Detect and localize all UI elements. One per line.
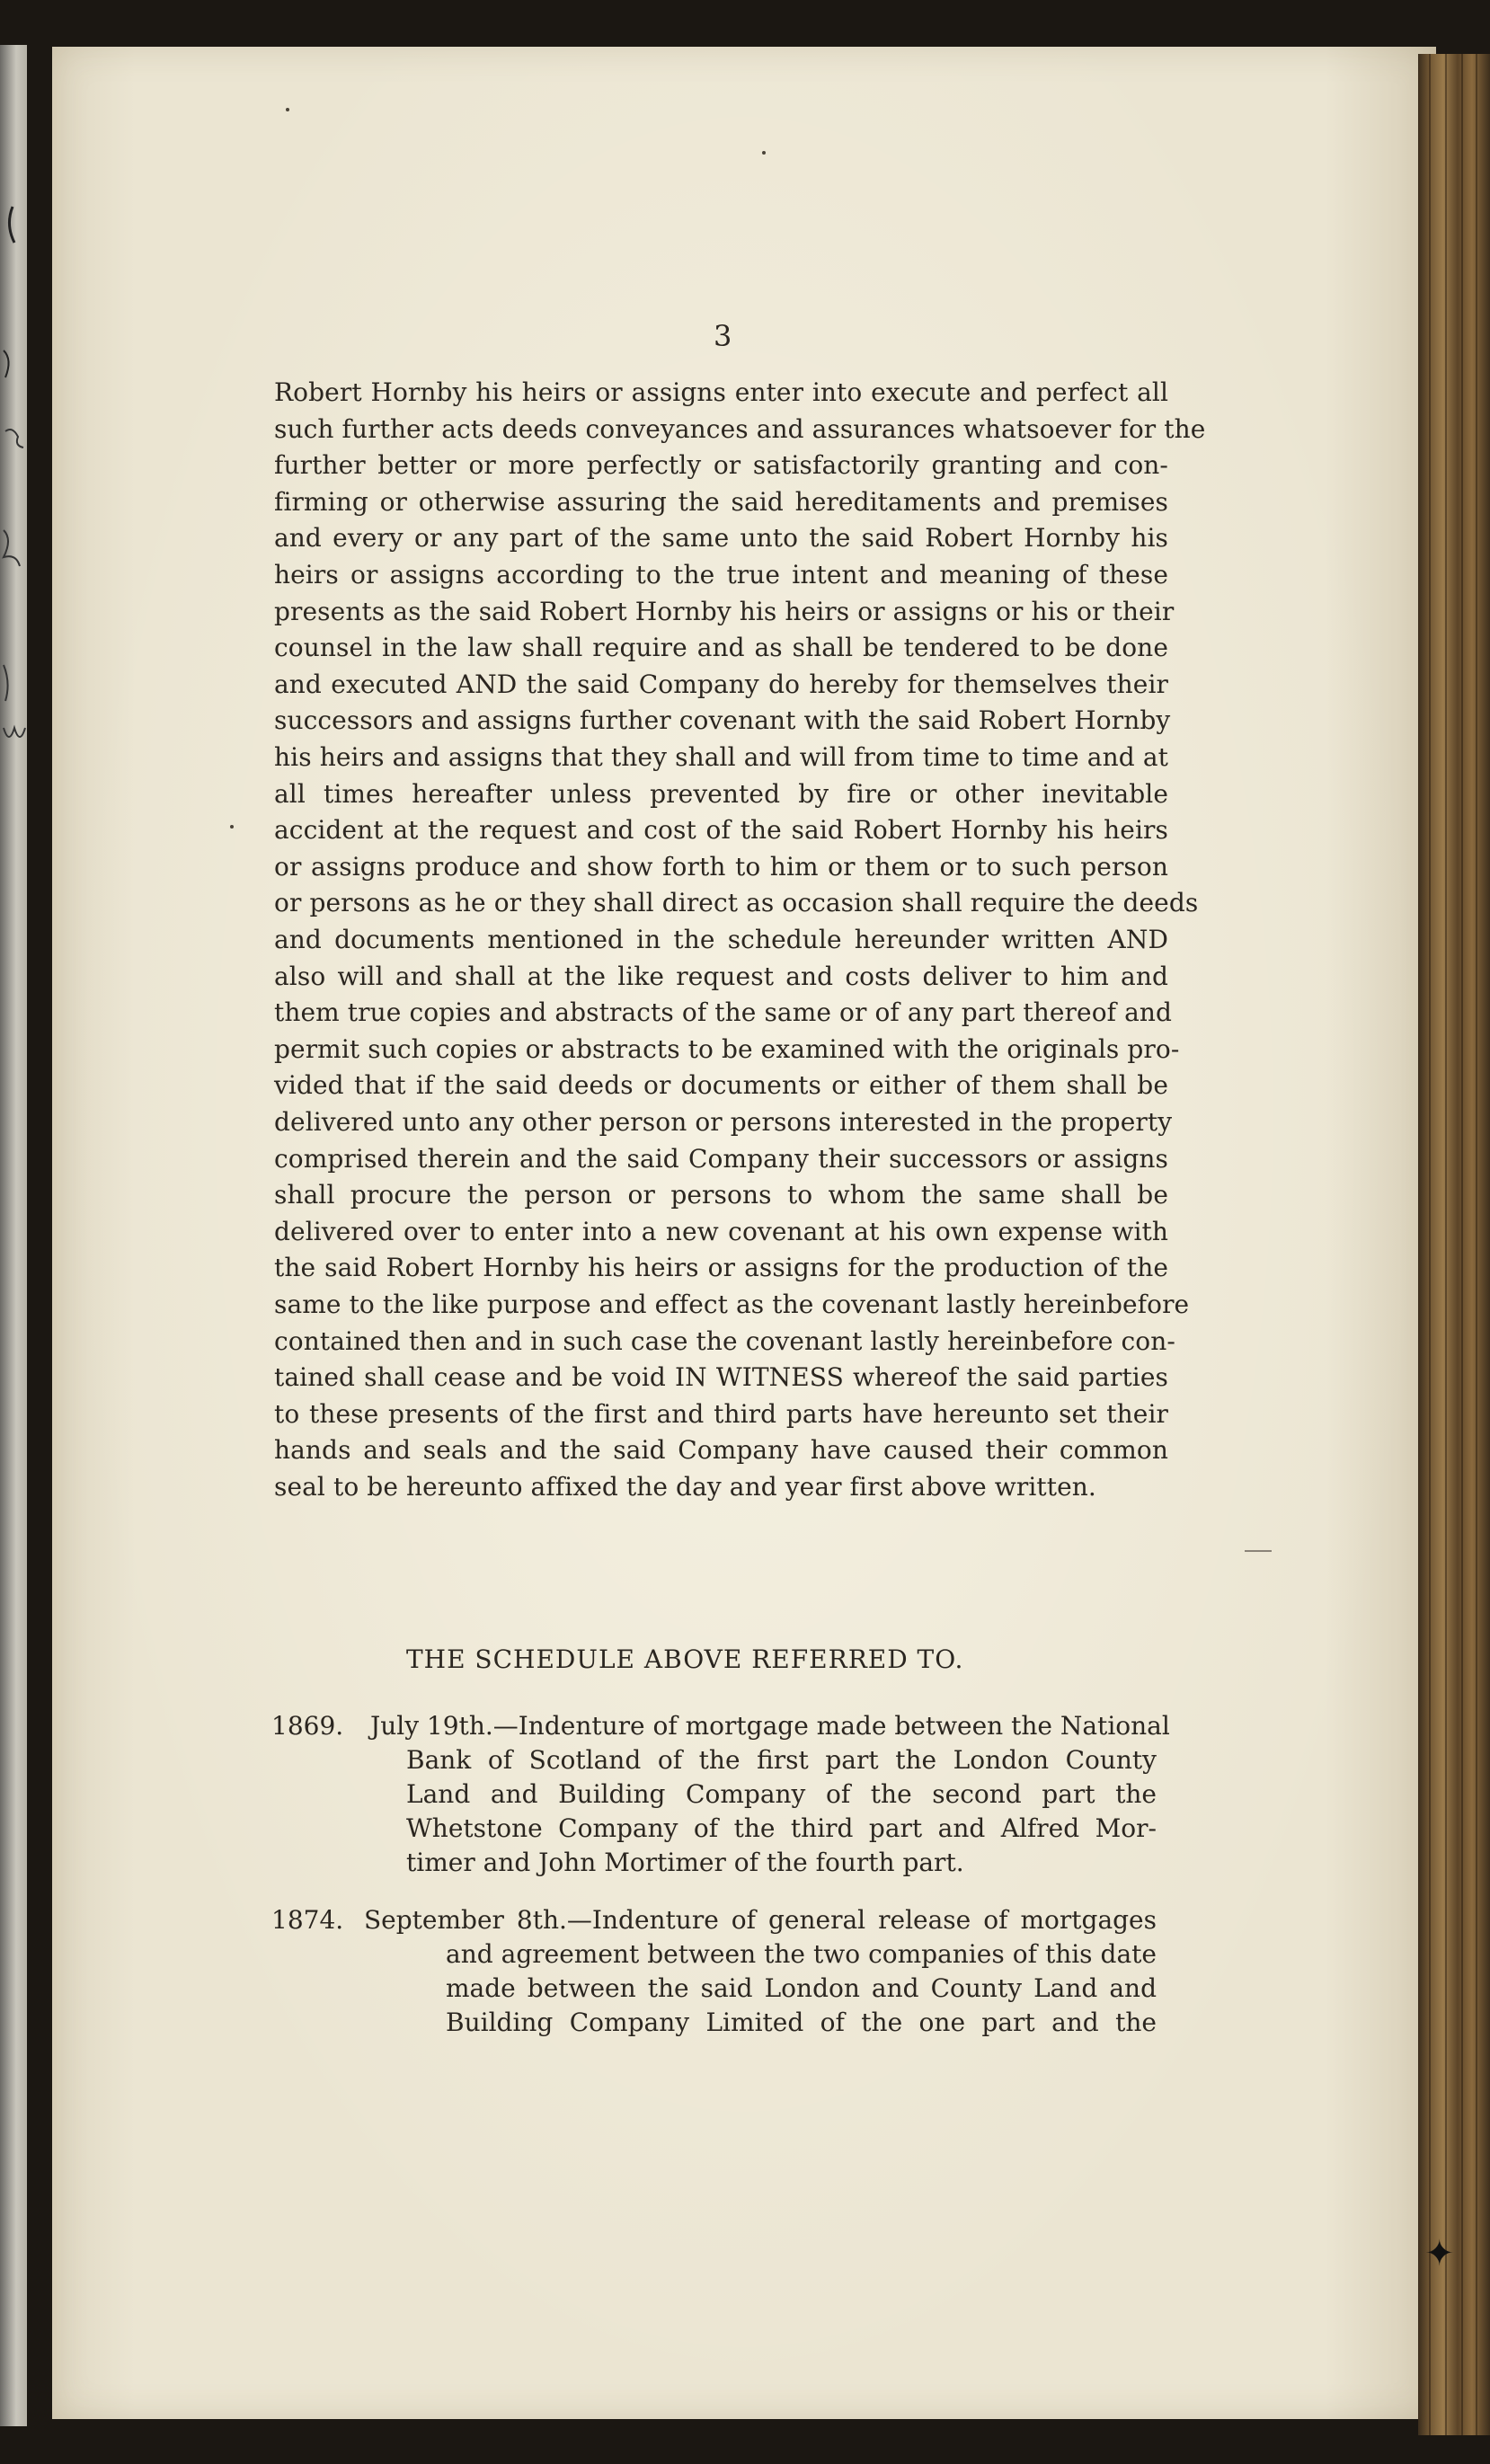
body-line: or assigns produce and show forth to him or them or to such person (274, 851, 1168, 882)
schedule-entry-line: timer and John Mortimer of the fourth part. (406, 1848, 964, 1877)
schedule-entry-year: 1869. (271, 1711, 344, 1741)
body-line: comprised therein and the said Company their successors or assigns (274, 1143, 1168, 1174)
body-line: heirs or assigns according to the true intent and meaning of these (274, 560, 1168, 589)
body-line: delivered unto any other person or persons interested in the property (274, 1107, 1173, 1137)
body-line: same to the like purpose and effect as the covenant lastly hereinbefore (274, 1290, 1190, 1319)
body-line: successors and assigns further covenant with the said Robert Hornby (274, 705, 1171, 736)
body-line: the said Robert Hornby his heirs or assigns for the production of the (274, 1253, 1168, 1283)
schedule-entry-line: Whetstone Company of the third part and Alfred Mor- (406, 1813, 1157, 1843)
schedule-entry-line: and agreement between the two companies of this date (446, 1939, 1157, 1969)
body-line: accident at the request and cost of the said Robert Hornby his heirs (274, 815, 1168, 846)
ink-dash (1245, 1550, 1272, 1552)
body-line: them true copies and abstracts of the same or of any part thereof and (274, 997, 1173, 1028)
body-line: his heirs and assigns that they shall and will from time to time and at (274, 742, 1168, 772)
schedule-entry-line: Bank of Scotland of the first part the London County (406, 1745, 1157, 1775)
schedule-entry-line: July 19th.—Indenture of mortgage made between the National (370, 1711, 1170, 1741)
body-line: or persons as he or they shall direct as occasion shall require the deeds (274, 888, 1199, 918)
ink-speck (230, 825, 234, 829)
body-line: presents as the said Robert Hornby his heirs or assigns or his or their (274, 596, 1175, 626)
page-number: 3 (714, 319, 732, 353)
schedule-entry-line: September 8th.—Indenture of general release of mortgages (364, 1905, 1157, 1935)
thumb-index-icon: ✦ (1424, 2233, 1455, 2274)
body-line: Robert Hornby his heirs or assigns enter into execute and perfect all (274, 377, 1168, 407)
book-edge (1418, 54, 1490, 2435)
ink-speck (762, 151, 766, 155)
schedule-entry-year: 1874. (271, 1905, 344, 1935)
handwriting-marks-icon (0, 45, 27, 2426)
body-line: such further acts deeds conveyances and assurances whatsoever for the (274, 413, 1206, 444)
ink-speck (286, 108, 289, 111)
body-line: contained then and in such case the covenant lastly hereinbefore con- (274, 1325, 1175, 1356)
body-line: tained shall cease and be void IN WITNESS whereof the said parties (274, 1362, 1168, 1393)
body-line: delivered over to enter into a new covenant at his own expense with (274, 1216, 1168, 1246)
body-line: seal to be hereunto affixed the day and year first above written. (274, 1472, 1096, 1502)
body-line: vided that if the said deeds or documents or either of them shall be (274, 1070, 1168, 1101)
body-line: also will and shall at the like request and costs deliver to him and (274, 961, 1168, 991)
body-line: to these presents of the first and third parts have hereunto set their (274, 1398, 1168, 1429)
body-line: firming or otherwise assuring the said hereditaments and premises (274, 486, 1168, 517)
body-line: and every or any part of the same unto the said Robert Hornby his (274, 523, 1168, 554)
body-line: all times hereafter unless prevented by fire or other inevitable (274, 778, 1168, 809)
schedule-title: THE SCHEDULE ABOVE REFERRED TO. (406, 1644, 964, 1674)
body-line: and executed AND the said Company do hereby for themselves their (274, 669, 1168, 699)
adjacent-page-edge (0, 45, 27, 2426)
body-line: permit such copies or abstracts to be examined with the originals pro- (274, 1033, 1180, 1064)
body-line: shall procure the person or persons to whom the same shall be (274, 1180, 1168, 1210)
body-line: hands and seals and the said Company have caused their common (274, 1435, 1168, 1466)
schedule-entry-line: Land and Building Company of the second part the (406, 1779, 1157, 1809)
body-line: and documents mentioned in the schedule hereunder written AND (274, 925, 1168, 954)
body-line: counsel in the law shall require and as shall be tendered to be done (274, 633, 1168, 663)
schedule-entry-line: made between the said London and County Land and (446, 1973, 1157, 2003)
schedule-entry-line: Building Company Limited of the one part and the (446, 2008, 1157, 2037)
body-line: further better or more perfectly or satisfactorily granting and con- (274, 450, 1168, 481)
